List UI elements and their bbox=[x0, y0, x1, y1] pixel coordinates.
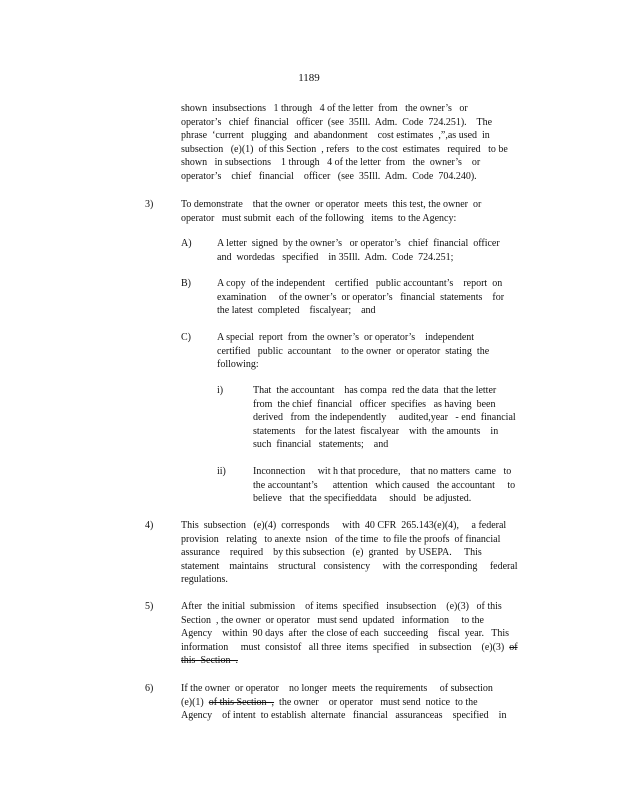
item-5-line: Agency within 90 days after the close of each succeeding fiscal year. This bbox=[181, 628, 510, 640]
item-3b-line: the latest completed fiscalyear; and bbox=[217, 305, 376, 317]
item-6-line: Agency of intent to establish alternate financial assuranceas specified in bbox=[181, 710, 507, 722]
item-3c-line: following: bbox=[217, 359, 259, 371]
item-3c-i-marker: i) bbox=[217, 385, 224, 396]
page-number: 1189 bbox=[298, 72, 320, 84]
item-3b-text bbox=[217, 277, 532, 318]
item-4-marker: 4) bbox=[145, 520, 154, 531]
item-6-line-text: the owner or operator must send notice to the bbox=[274, 696, 478, 708]
item-3c-ii-text bbox=[253, 465, 533, 506]
item-6-marker: 6) bbox=[145, 683, 154, 694]
item-5-line: After the initial submission of items specified insubsection (e)(3) of this bbox=[181, 601, 502, 612]
item-3c-line: A special report from the owner’s or operator’s independent bbox=[217, 332, 475, 343]
item-6-text bbox=[181, 682, 531, 723]
struck-text: of bbox=[509, 641, 518, 653]
item-3b-line: examination of the owner’s or operator’s financial statements for bbox=[217, 291, 505, 303]
item-3c-i-text bbox=[253, 384, 533, 452]
item-3-line: operator must submit each of the following items to the Agency: bbox=[181, 212, 457, 224]
item-5-text bbox=[181, 600, 539, 668]
struck-text: this Section . bbox=[181, 655, 238, 667]
item-5-line-text: information must consistof all three items specified in subsection (e)(3) bbox=[181, 641, 505, 653]
item-3a-marker: A) bbox=[181, 238, 192, 249]
item-3a-line: and wordedas specified in 35Ill. Adm. Code 724.251; bbox=[217, 251, 454, 263]
intro-line: phrase ‘current plugging and abandonment cost estimates ,”,as used in bbox=[181, 130, 490, 142]
intro-line: operator’s chief financial officer (see 35Ill. Adm. Code 724.251). The bbox=[181, 116, 493, 128]
item-6-line-text: (e)(1) bbox=[181, 696, 204, 708]
item-3c-i-line: derived from the independently audited,year - end financial bbox=[253, 412, 516, 424]
item-3a-line: A letter signed by the owner’s or operator’s chief financial officer bbox=[217, 238, 500, 249]
item-6-line: If the owner or operator no longer meets the requirements of subsection bbox=[181, 683, 493, 694]
item-3-text bbox=[181, 198, 526, 225]
item-3c-ii-line: Inconnection wit h that procedure, that no matters came to bbox=[253, 466, 512, 477]
intro-line: subsection (e)(1) of this Section , refers to the cost estimates required to be bbox=[181, 143, 508, 155]
intro-line: shown insubsections 1 through 4 of the letter from the owner’s or bbox=[181, 103, 468, 114]
item-3b-marker: B) bbox=[181, 278, 191, 289]
item-6-line bbox=[181, 696, 531, 710]
item-3-marker: 3) bbox=[145, 199, 154, 210]
item-3c-ii-marker: ii) bbox=[217, 466, 226, 477]
item-3c-marker: C) bbox=[181, 332, 191, 343]
item-3c-line: certified public accountant to the owner or operator stating the bbox=[217, 345, 490, 357]
item-5-line bbox=[181, 641, 539, 655]
item-3c-ii-line: believe that the specifieddata should be adjusted. bbox=[253, 493, 472, 505]
item-4-line: regulations. bbox=[181, 574, 228, 586]
item-4-line: provision relating to anexte nsion of the time to file the proofs of financial bbox=[181, 533, 501, 545]
item-3b-line: A copy of the independent certified public accountant’s report on bbox=[217, 278, 503, 289]
item-5-line: Section , the owner or operator must send updated information to the bbox=[181, 614, 484, 626]
item-4-line: assurance required by this subsection (e) granted by USEPA. This bbox=[181, 547, 482, 559]
intro-line: operator’s chief financial officer (see 35Ill. Adm. Code 704.240). bbox=[181, 170, 477, 182]
item-3c-ii-line: the accountant’s attention which caused the accountant to bbox=[253, 479, 516, 491]
item-3c-i-line: That the accountant has compa red the data that the letter bbox=[253, 385, 497, 396]
struck-text: of this Section , bbox=[208, 696, 275, 708]
item-5-marker: 5) bbox=[145, 601, 154, 612]
item-4-text bbox=[181, 519, 533, 587]
item-5-line bbox=[181, 654, 539, 668]
item-3c-i-line: statements for the latest fiscalyear with the amounts in bbox=[253, 425, 499, 437]
item-4-line: statement maintains structural consistency with the corresponding federal bbox=[181, 560, 518, 572]
item-3c-i-line: from the chief financial officer specifies as having been bbox=[253, 398, 496, 410]
item-3c-text bbox=[217, 331, 532, 372]
item-3a-text bbox=[217, 237, 532, 264]
item-4-line: This subsection (e)(4) corresponds with 40 CFR 265.143(e)(4), a federal bbox=[181, 520, 507, 531]
intro-line: shown in subsections 1 through 4 of the letter from the owner’s or bbox=[181, 157, 481, 169]
item-3-line: To demonstrate that the owner or operator meets this test, the owner or bbox=[181, 199, 482, 210]
intro-paragraph bbox=[181, 102, 539, 184]
item-3c-i-line: such financial statements; and bbox=[253, 439, 389, 451]
